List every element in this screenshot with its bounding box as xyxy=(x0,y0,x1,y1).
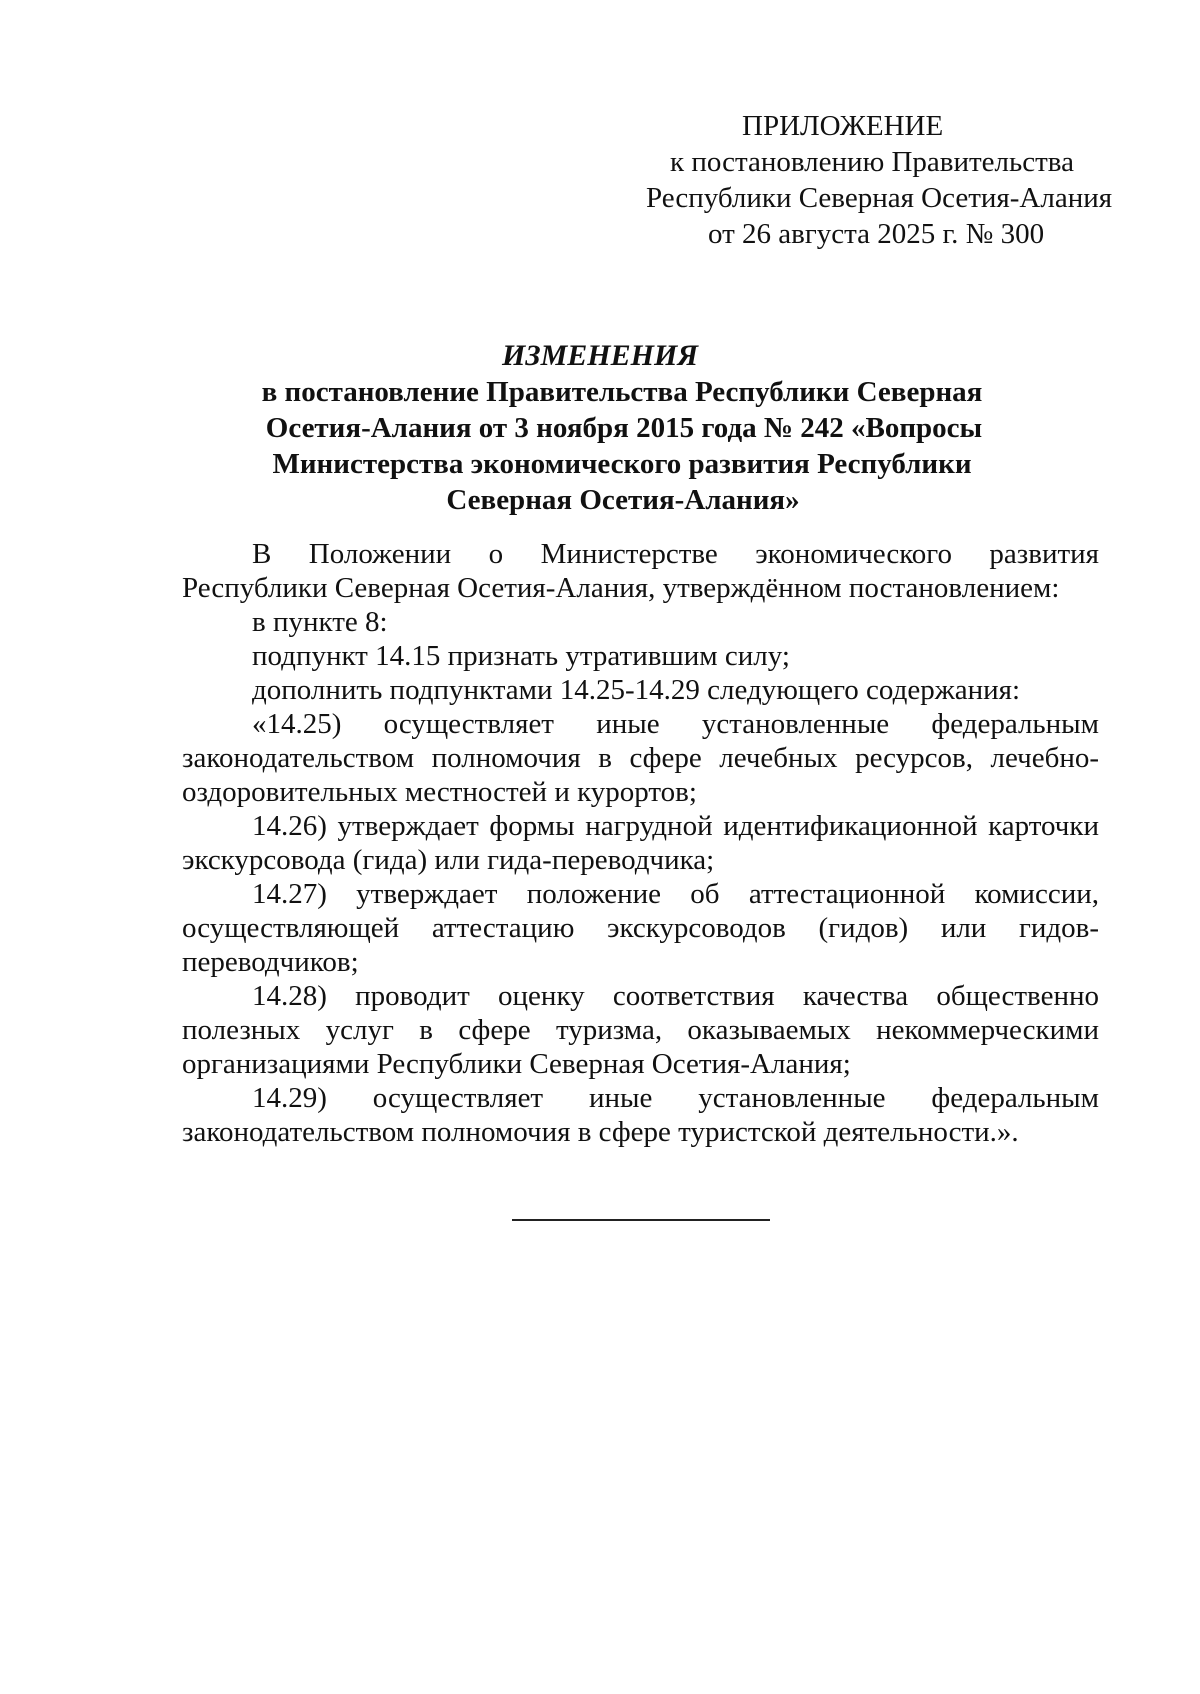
subclause-14-27: 14.27) утверждает положение об аттестационной комиссии, осуществляющей аттестацию экскурсоводов (гидов) или гидов-переводчиков; xyxy=(182,878,1099,978)
point-reference: в пункте 8: xyxy=(252,606,388,638)
addition-clause: дополнить подпунктами 14.25-14.29 следующего содержания: xyxy=(252,674,1021,706)
document-subtitle xyxy=(0,374,1200,518)
repeal-clause: подпункт 14.15 признать утратившим силу; xyxy=(252,640,790,672)
document-body xyxy=(182,537,1099,1149)
attachment-block xyxy=(610,108,1130,252)
attachment-resolution-ref: к постановлению Правительства xyxy=(670,146,1074,178)
document-title: ИЗМЕНЕНИЯ xyxy=(502,339,698,372)
attachment-label: ПРИЛОЖЕНИЕ xyxy=(742,110,944,142)
subclause-14-29: 14.29) осуществляет иные установленные федеральным законодательством полномочия в сфере туристской деятельности.». xyxy=(182,1082,1099,1148)
subclause-14-25: «14.25) осуществляет иные установленные федеральным законодательством полномочия в сфере лечебных ресурсов, лечебно-оздоровительных местностей и курортов; xyxy=(182,708,1099,808)
attachment-republic: Республики Северная Осетия-Алания xyxy=(646,182,1113,214)
subtitle-line: Северная Осетия-Алания» xyxy=(446,484,800,516)
subtitle-line: в постановление Правительства Республики Северная xyxy=(261,376,983,408)
intro-paragraph: В Положении о Министерстве экономического развития Республики Северная Осетия-Алания, утверждённом постановлением: xyxy=(182,538,1099,604)
subclause-14-26: 14.26) утверждает формы нагрудной идентификационной карточки экскурсовода (гида) или гида-переводчика; xyxy=(182,810,1099,876)
subclause-14-28: 14.28) проводит оценку соответствия качества общественно полезных услуг в сфере туризма, оказываемых некоммерческими организациями Республики Северная Осетия-Алания; xyxy=(182,980,1099,1080)
subtitle-line: Осетия-Алания от 3 ноября 2015 года № 242 «Вопросы xyxy=(265,412,983,444)
subtitle-line: Министерства экономического развития Республики xyxy=(272,448,972,480)
end-separator-line xyxy=(512,1219,770,1221)
attachment-date-number: от 26 августа 2025 г. № 300 xyxy=(708,218,1045,250)
